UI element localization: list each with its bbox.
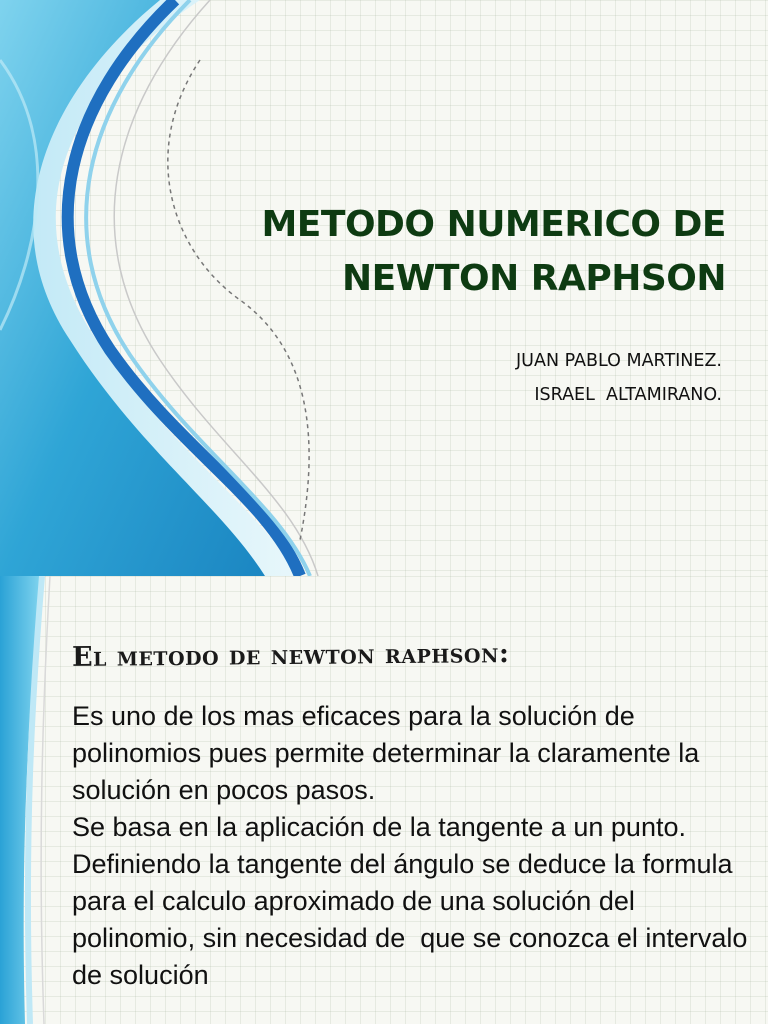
paragraph: Definiendo la tangente del ángulo se deduce la formula para el calculo aproximado de una solución del polinomio, sin necesidad de que se conozca el intervalo de solución xyxy=(72,849,755,990)
body-text xyxy=(72,698,755,994)
author-list xyxy=(516,344,722,412)
paragraph: Es uno de los mas eficaces para la solución de polinomios pues permite determinar la claramente la solución en pocos pasos. xyxy=(72,701,707,805)
side-wave-decoration xyxy=(0,576,60,1024)
section-heading: El metodo de newton raphson: xyxy=(71,638,510,673)
slide-title xyxy=(261,198,726,306)
paragraph: Se basa en la aplicación de la tangente a un punto. xyxy=(72,812,686,842)
author-name: ISRAEL ALTAMIRANO. xyxy=(534,385,722,405)
author-name: JUAN PABLO MARTINEZ. xyxy=(516,351,722,371)
title-line-2: NEWTON RAPHSON xyxy=(341,258,726,299)
title-line-1: METODO NUMERICO DE xyxy=(261,204,726,245)
